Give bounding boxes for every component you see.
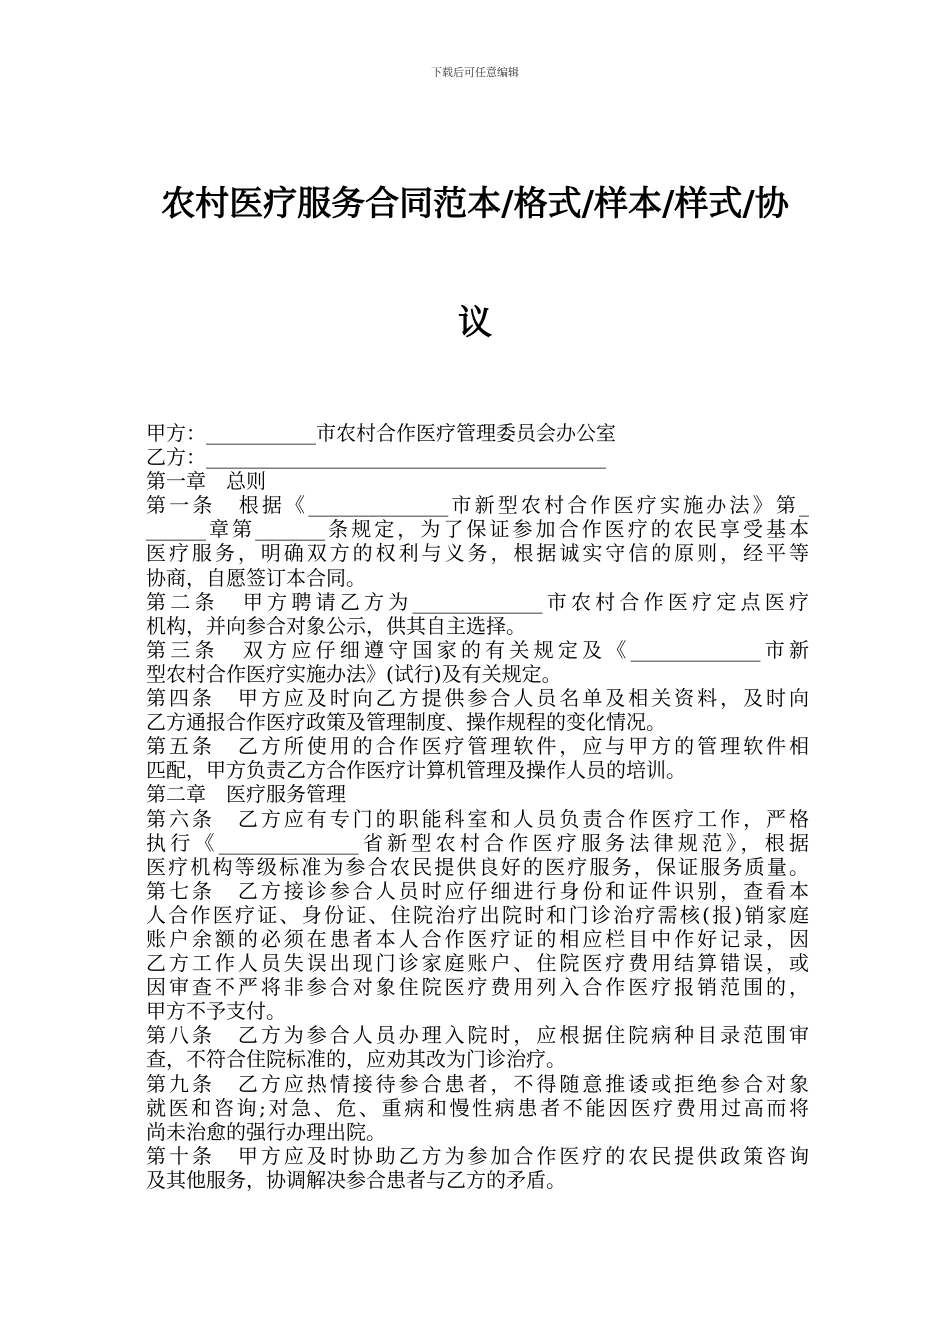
contract-body [146, 421, 809, 1192]
article-5-line: 匹配，甲方负责乙方合作医疗计算机管理及操作人员的培训。 [146, 758, 686, 783]
article-7-line: 甲方不予支付。 [146, 999, 286, 1024]
article-9-line: 就医和咨询;对急、危、重病和慢性病患者不能因医疗费用过高而将 [146, 1095, 809, 1120]
article-2-line: 第二条 甲方聘请乙方为_____________市农村合作医疗定点医疗 [146, 589, 809, 614]
article-2-line: 机构，并向参合对象公示，供其自主选择。 [146, 613, 526, 638]
article-7-line: 人合作医疗证、身份证、住院治疗出院时和门诊治疗需核(报)销家庭 [146, 902, 809, 927]
article-9-line: 尚未治愈的强行办理出院。 [146, 1119, 386, 1144]
chapter-2-heading: 第二章 医疗服务管理 [146, 782, 346, 807]
article-6-line: 执行《______________省新型农村合作医疗服务法律规范》，根据 [146, 830, 809, 855]
chapter-1-heading: 第一章 总则 [146, 469, 266, 494]
article-3-line: 第三条 双方应仔细遵守国家的有关规定及《_____________市新 [146, 637, 809, 662]
document-title-line-2: 议 [458, 303, 492, 343]
article-10-line: 第十条 甲方应及时协助乙方为参加合作医疗的农民提供政策咨询 [146, 1143, 809, 1168]
article-1-line: 第一条 根据《______________市新型农村合作医疗实施办法》第_ [146, 493, 809, 518]
article-7-line: 因审查不严将非参合对象住院医疗费用列入合作医疗报销范围的， [146, 975, 809, 1000]
article-8-line: 查，不符合住院标准的，应劝其改为门诊治疗。 [146, 1047, 566, 1072]
article-1-line: 协商，自愿签订本合同。 [146, 565, 366, 590]
article-7-line: 乙方工作人员失误出现门诊家庭账户、住院医疗费用结算错误，或 [146, 951, 809, 976]
party-a-line: 甲方：___________市农村合作医疗管理委员会办公室 [146, 421, 616, 445]
article-1-line: 医疗服务，明确双方的权利与义务，根据诚实守信的原则，经平等 [146, 541, 809, 566]
article-6-line: 医疗机构等级标准为参合农民提供良好的医疗服务，保证服务质量。 [146, 854, 809, 879]
article-6-line: 第六条 乙方应有专门的职能科室和人员负责合作医疗工作，严格 [146, 806, 809, 831]
article-10-line: 及其他服务，协调解决参合患者与乙方的矛盾。 [146, 1167, 566, 1192]
page-header-note: 下载后可任意编辑 [431, 66, 519, 79]
article-7-line: 第七条 乙方接诊参合人员时应仔细进行身份和证件识别，查看本 [146, 878, 809, 903]
article-7-line: 账户余额的必须在患者本人合作医疗证的相应栏目中作好记录，因 [146, 926, 809, 951]
article-3-line: 型农村合作医疗实施办法》(试行)及有关规定。 [146, 661, 562, 686]
article-9-line: 第九条 乙方应热情接待参合患者，不得随意推诿或拒绝参合对象 [146, 1071, 809, 1096]
document-title-line-1: 农村医疗服务合同范本/格式/样本/样式/协 [161, 184, 789, 224]
article-8-line: 第八条 乙方为参合人员办理入院时，应根据住院病种目录范围审 [146, 1023, 809, 1048]
article-4-line: 乙方通报合作医疗政策及管理制度、操作规程的变化情况。 [146, 710, 666, 735]
article-4-line: 第四条 甲方应及时向乙方提供参合人员名单及相关资料，及时向 [146, 686, 809, 711]
article-5-line: 第五条 乙方所使用的合作医疗管理软件，应与甲方的管理软件相 [146, 734, 809, 759]
article-1-line: ______章第_______条规定，为了保证参加合作医疗的农民享受基本 [146, 517, 809, 542]
party-b-line: 乙方：________________________________________ [146, 445, 606, 470]
